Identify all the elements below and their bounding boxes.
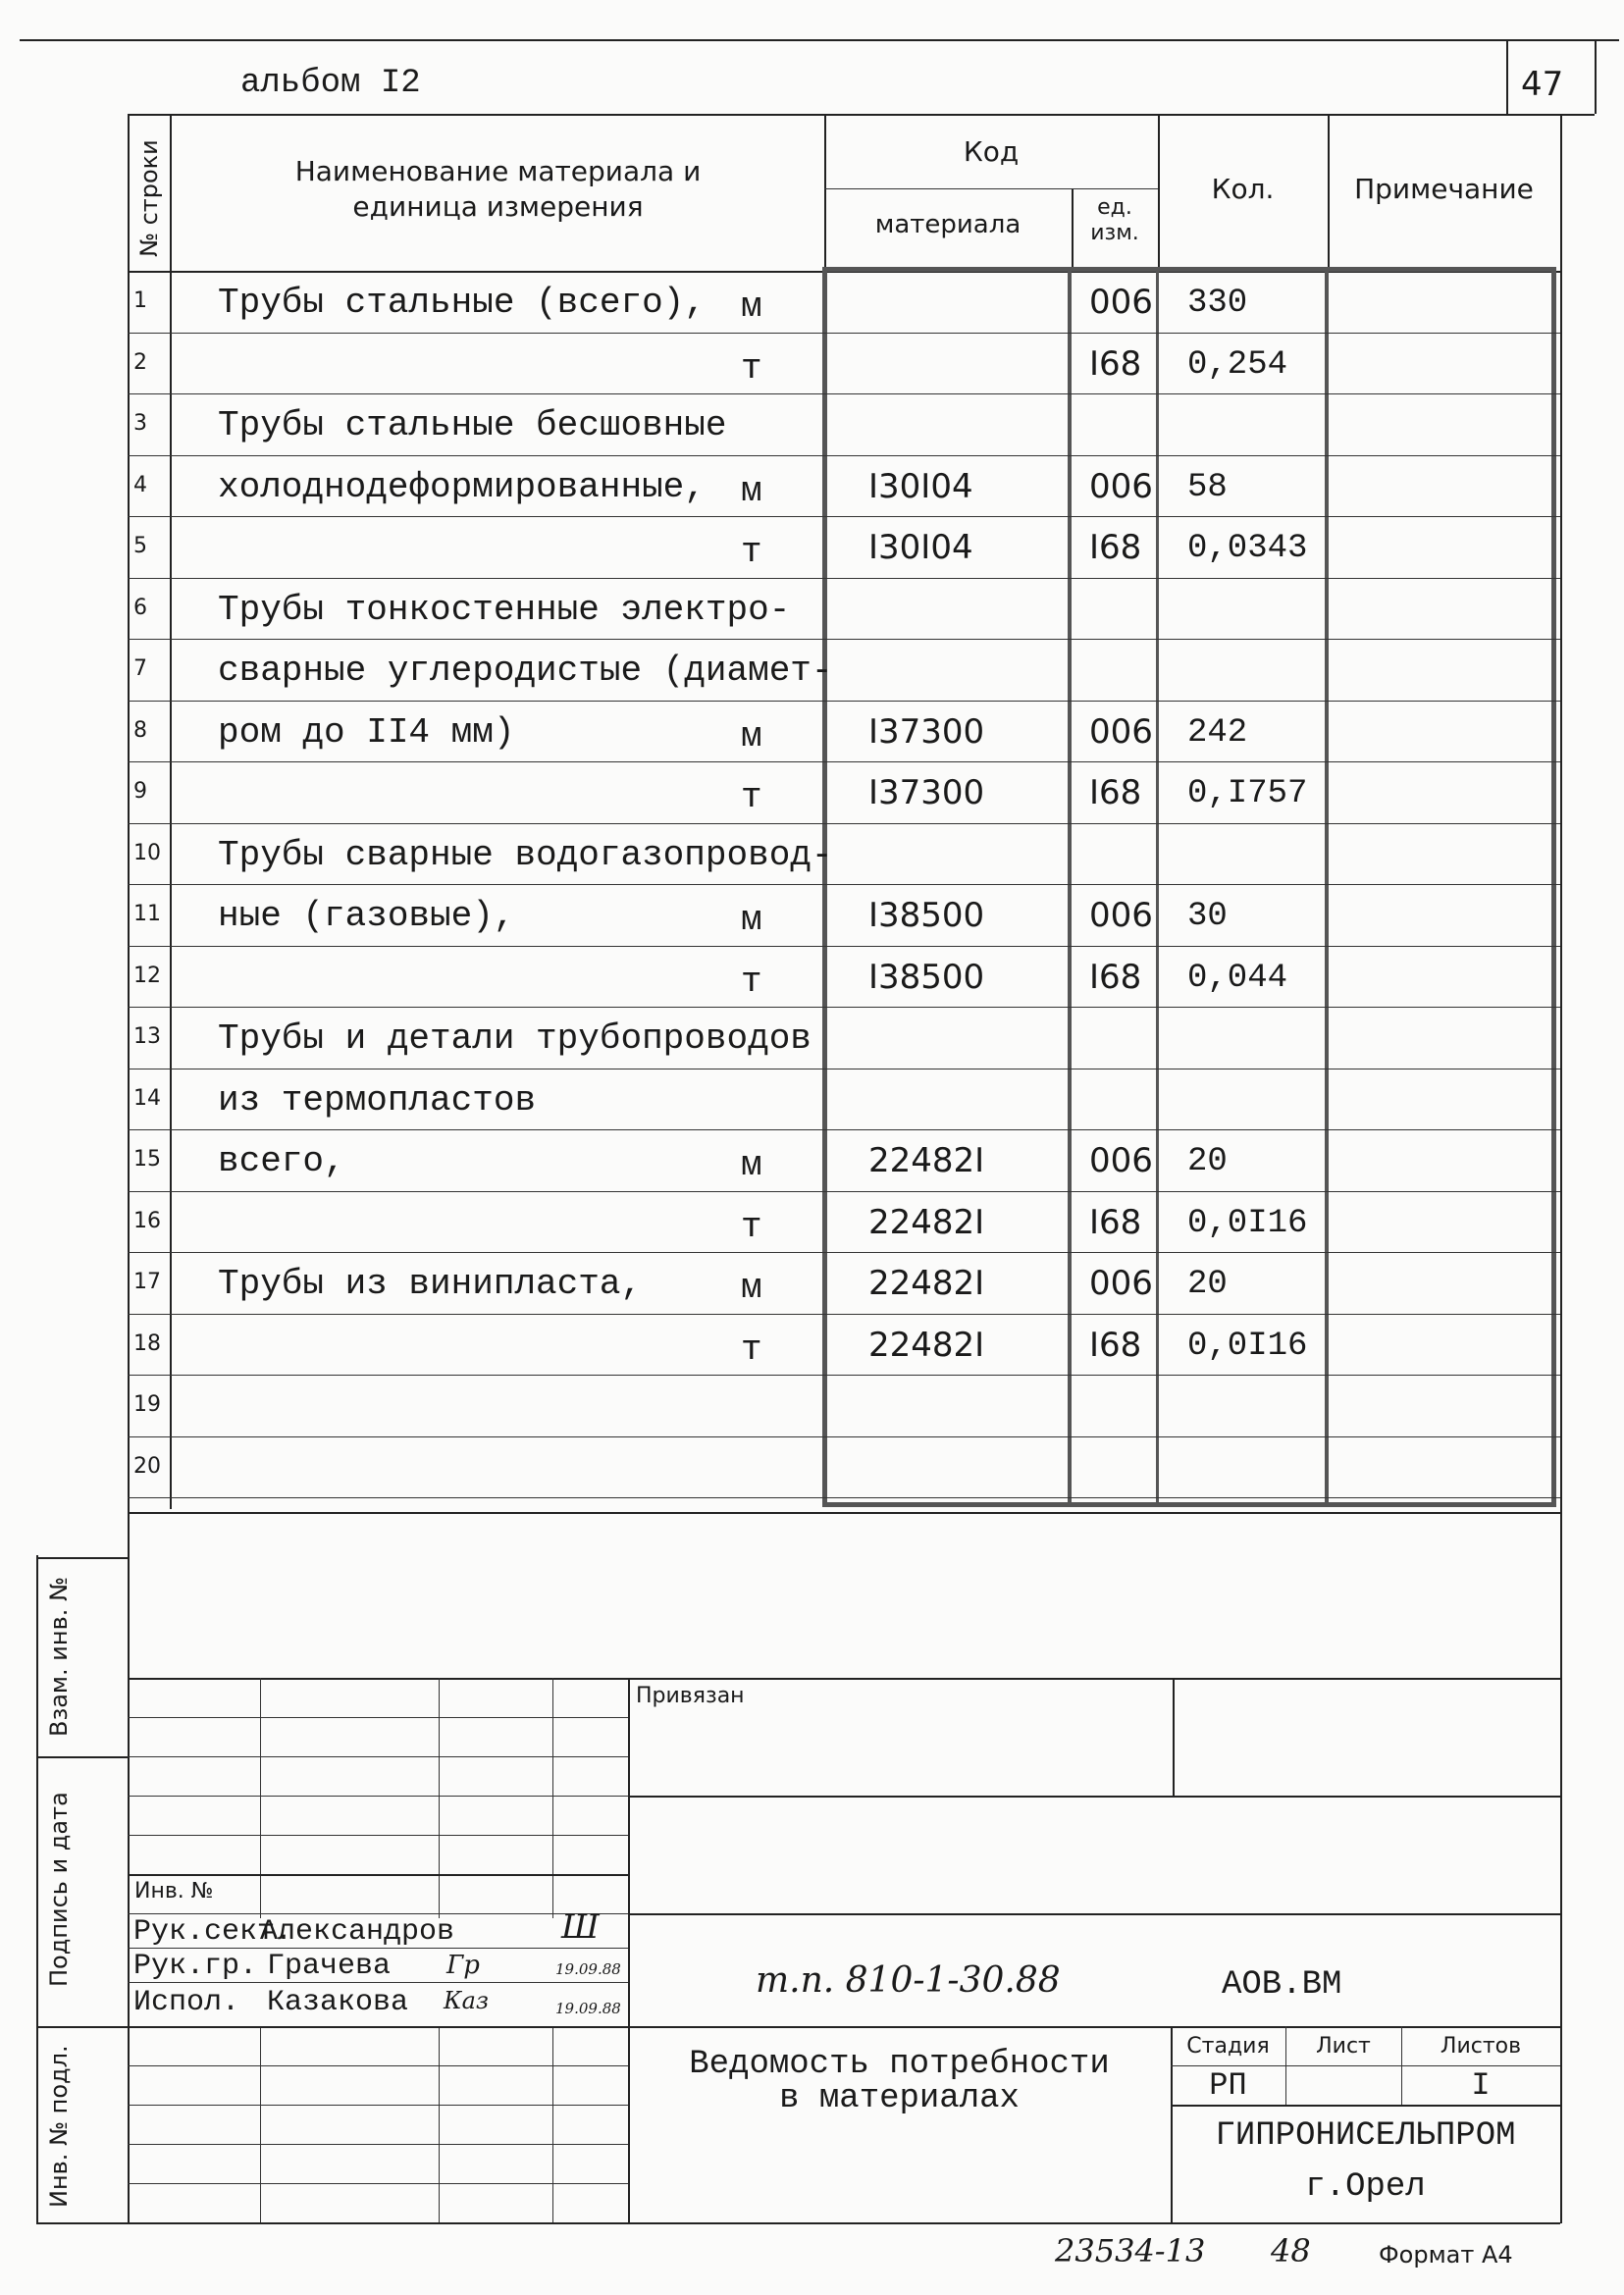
sig-col-1 [260,1678,261,1918]
row-divider [128,639,1560,640]
side-strip-top [36,1557,128,1559]
row-divider [128,1129,1560,1130]
privyazan-label: Привязан [636,1684,745,1708]
person-2-signature: Гр [446,1951,480,1980]
sig-row-3 [128,1796,628,1797]
row-number: 7 [133,656,147,681]
unit-code: I68 [1089,343,1142,384]
quantity: 58 [1187,468,1228,506]
material-subheader: материала [874,210,1022,239]
row-number: 9 [133,779,147,804]
person-2-name: Грачева [267,1950,392,1983]
stage-header-line [1171,2065,1560,2066]
format-label: Формат А4 [1379,2241,1513,2269]
unit-of-measure: м [741,1268,762,1308]
quantity: 0,0I16 [1187,1327,1308,1365]
code-header: Код [963,135,1020,168]
unit-code: I68 [1089,957,1142,997]
document-title-line1: Ведомость потребности [689,2046,1110,2083]
quantity: 0,I757 [1187,775,1308,812]
unit-code: 006 [1089,283,1153,322]
quantity: 330 [1187,285,1248,322]
material-name: Трубы тонкостенные электро- [218,589,791,630]
quantity: 20 [1187,1143,1228,1180]
row-divider [128,1314,1560,1315]
row-divider [128,333,1560,334]
stamp-bottom-line [36,2222,1560,2224]
qty-header: Кол. [1211,173,1275,205]
sig-row-4 [128,1835,628,1836]
city: г.Орел [1305,2168,1426,2206]
person-1-name: Александров [260,1915,455,1949]
side-strip-right [128,1555,130,2222]
note-col-line [1325,267,1329,1507]
row-number: 19 [133,1392,161,1417]
stage-bottom-line [1171,2105,1560,2107]
material-name: всего, [218,1141,345,1181]
row-number: 10 [133,840,161,865]
person-3-date: 19.09.88 [555,2000,621,2017]
row-number: 12 [133,963,161,988]
unit-code: I68 [1089,773,1142,812]
row-divider [128,1191,1560,1192]
quantity: 20 [1187,1266,1228,1303]
sig-row-2 [128,1756,628,1757]
row-number: 17 [133,1270,161,1294]
rowno-col-line [170,114,172,1509]
material-code: I38500 [868,957,985,997]
row-number: 2 [133,349,147,375]
row-number: 11 [133,902,161,926]
row-number: 14 [133,1085,161,1111]
top-border [20,39,1619,41]
material-code: I38500 [868,896,985,935]
row-number: 16 [133,1208,161,1233]
code-subheader-line [824,188,1158,189]
stamp-row-privyazan [628,1796,1560,1798]
person-3-signature: Каз [444,1987,489,2014]
row-number: 13 [133,1024,161,1049]
unit-of-measure: м [741,715,762,756]
unit-subheader-1: ед. [1097,195,1132,220]
row-number: 4 [133,472,147,497]
sig-row-10 [128,2065,628,2066]
sheets-label: Листов [1440,2034,1522,2059]
material-name: из термопластов [218,1079,537,1121]
stamp-main-left [628,1678,630,2222]
sig-col-2 [439,1678,440,1918]
row-divider [128,946,1560,947]
side-label-vzam: Взам. инв. № [45,1577,73,1737]
document-title-line2: в материалах [779,2080,1020,2117]
stamp-top-line [128,1678,1560,1680]
unit-of-measure: т [741,347,762,389]
row-divider [128,1007,1560,1008]
person-1-role: Рук.сект. [133,1915,293,1949]
sig-row-6 [128,1913,628,1914]
person-2-role: Рук.гр. [133,1950,258,1983]
row-divider [128,884,1560,885]
name-header-line1: Наименование материала и [294,155,702,187]
unit-col-line [1068,267,1072,1507]
sig-row-13 [128,2183,628,2184]
stamp-row-project [628,1913,1560,1915]
material-name: ные (газовые), [218,896,515,936]
quantity: 30 [1187,898,1228,935]
material-name: холоднодеформированные, [218,466,706,507]
side-divider-1 [36,1756,128,1758]
material-code: I30I04 [868,466,973,506]
sheets-value: I [1471,2067,1491,2104]
row-number: 1 [133,288,147,313]
unit-code: 006 [1089,466,1153,506]
sig-col-2b [439,2026,440,2222]
document-code: АОВ.ВМ [1222,1966,1342,2004]
unit-code: 006 [1089,711,1153,752]
unit-of-measure: м [741,470,762,511]
unit-code: I68 [1089,1202,1142,1242]
row-divider [128,1436,1560,1437]
quantity: 0,0I16 [1187,1204,1308,1242]
sig-row-5 [128,1874,628,1876]
material-code: I30I04 [868,528,973,567]
person-1-signature: Ш [561,1907,600,1947]
side-label-podpis: Подпись и дата [45,1792,73,1987]
unit-code: I68 [1089,528,1142,567]
row-divider [128,823,1560,824]
inv-no-label: Инв. № [134,1879,214,1904]
material-name: Трубы стальные (всего), [218,283,706,323]
album-label: альбом I2 [240,65,421,102]
data-box [822,267,1556,1507]
sig-row-1 [128,1717,628,1718]
row-divider [128,701,1560,702]
table-bottom-line [128,1512,1560,1514]
row-divider [128,516,1560,517]
row-divider [128,1497,1560,1498]
material-code: 22482I [868,1264,985,1303]
material-code: I37300 [868,773,985,812]
organization: ГИПРОНИСЕЛЬПРОМ [1215,2117,1516,2155]
rowno-header: № строки [135,139,163,257]
row-divider [128,761,1560,762]
sig-col-3b [552,2026,553,2222]
row-number: 15 [133,1147,161,1172]
sig-row-9 [128,2026,1560,2028]
person-3-role: Испол. [133,1986,240,2019]
unit-code: 006 [1089,1264,1153,1303]
row-divider [128,455,1560,456]
page-number: 47 [1521,65,1564,104]
row-number: 5 [133,534,147,558]
side-label-inv: Инв. № подл. [45,2045,73,2208]
project-number: т.п. 810-1-30.88 [756,1960,1061,2001]
unit-subheader-2: изм. [1090,221,1139,245]
row-divider [128,393,1560,394]
unit-of-measure: т [741,532,762,572]
side-divider-2 [36,2026,128,2028]
material-name: Трубы из винипласта, [218,1264,643,1304]
quantity: 242 [1187,713,1248,752]
stage-label: Стадия [1186,2034,1270,2059]
note-header: Примечание [1354,173,1534,205]
row-number: 6 [133,595,147,620]
unit-code: 006 [1089,1141,1153,1180]
unit-of-measure: м [741,287,762,327]
table-right-border [1560,114,1562,2223]
unit-of-measure: м [741,900,762,940]
unit-of-measure: м [741,1145,762,1185]
material-code: 22482I [868,1325,985,1365]
unit-of-measure: т [741,1206,762,1247]
table-top-border [128,114,1595,116]
sig-row-12 [128,2144,628,2145]
unit-code: I68 [1089,1325,1142,1365]
row-number: 3 [133,411,147,436]
row-divider [128,578,1560,579]
sheet-label: Лист [1316,2034,1371,2059]
unit-of-measure: т [741,1329,762,1370]
material-name: ром до II4 мм) [218,711,515,753]
unit-of-measure: т [741,777,762,817]
privyazan-divider [1173,1678,1175,1796]
unit-of-measure: т [741,961,762,1002]
footer-number: 23534-13 [1055,2232,1206,2269]
footer-sheet: 48 [1271,2232,1311,2269]
row-number: 8 [133,717,147,743]
material-name: Трубы сварные водогазопровод- [218,834,833,875]
quantity: 0,044 [1187,959,1288,997]
unit-code: 006 [1089,896,1153,935]
table-left-border [128,114,130,1512]
material-name: Трубы и детали трубопроводов [218,1018,812,1059]
page-box-left [1506,39,1508,114]
sig-col-1b [260,2026,261,2222]
side-strip-left [36,1555,38,2222]
material-code: 22482I [868,1141,985,1180]
stage-value: РП [1209,2067,1247,2104]
material-code: I37300 [868,711,985,752]
person-2-date: 19.09.88 [555,1960,621,1978]
person-3-name: Казакова [267,1986,409,2019]
left-connector [128,1511,130,1560]
name-header-line2: единица измерения [352,190,644,223]
quantity: 0,254 [1187,345,1288,384]
quantity: 0,0343 [1187,530,1308,567]
row-divider [128,1252,1560,1253]
row-number: 20 [133,1453,161,1479]
material-code: 22482I [868,1202,985,1242]
page-box-right [1595,39,1597,114]
qty-col-line [1156,267,1159,1507]
sig-col-3 [552,1678,553,1918]
sig-row-11 [128,2105,628,2106]
row-divider [128,1375,1560,1376]
material-name: сварные углеродистые (диамет- [218,651,833,691]
row-number: 18 [133,1330,161,1356]
material-name: Трубы стальные бесшовные [218,405,727,445]
